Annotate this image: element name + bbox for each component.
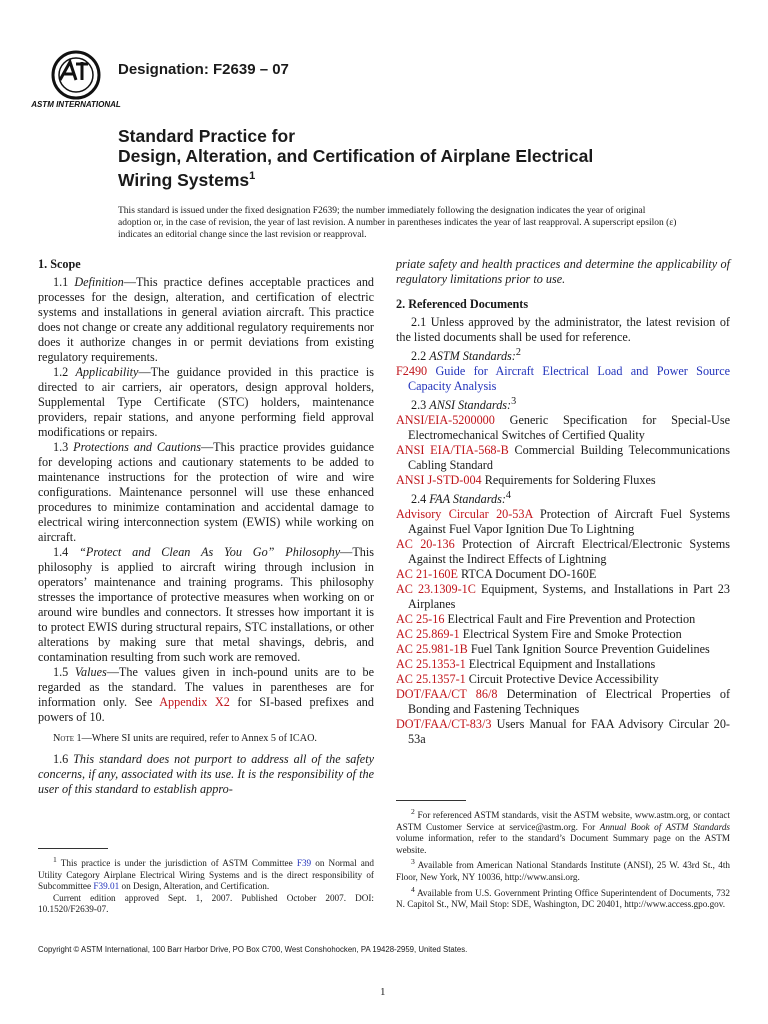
scope-para-1-2: 1.2 Applicability—The guidance provided in this practice is directed to air carriers, air operators, design approval holders, Supplemental Type Certificate (STC) holders, maintenance providers, repair stations, and anyone performing field approval modifications or repairs. bbox=[38, 365, 375, 439]
scope-para-1-1: 1.1 Definition—This practice defines acceptable practices and processes for the design, alteration, and certification of electric systems and installations in general aviation aircraft. This practice does not change or create any additional regulatory requirements nor does it authorize changes in or permit deviations from existing regulatory requirements. bbox=[38, 275, 375, 364]
astm-reference-title[interactable]: Guide for Aircraft Electrical Load and Power Source Capacity Analysis bbox=[408, 364, 731, 394]
scope-para-1-3: 1.3 Protections and Cautions—This practice provides guidance for developing actions and cautionary statements to be added to maintenance instructions for the protection of wire and wire configurations. Maintenance personnel will use these enhanced procedures to minimize contamination and accidental damage to electrical wiring interconnection system (EWIS) while working on aircraft. bbox=[38, 440, 374, 544]
scope-para-1-4: 1.4 “Protect and Clean As You Go” Philosophy—This philosophy is applied to aircraft wiring through inclusion in operators’ maintenance and training programs. This philosophy stresses the importance of protective measures when working on or around wire bundles and connectors. It stresses how important it is to protect EWIS during structural repairs, STC installations, or other alterations by making sure that metal shavings, debris, and contamination resulting from such work are removed. bbox=[38, 545, 374, 664]
faa-reference-item bbox=[396, 687, 730, 717]
astm-standards-label: 2.2 ASTM Standards:$^2$ bbox=[411, 347, 521, 364]
ansi-reference-code-link[interactable]: ANSI/EIA-5200000 bbox=[396, 413, 495, 428]
faa-reference-code-link[interactable]: AC 20-136 bbox=[396, 537, 455, 552]
faa-reference-item bbox=[396, 717, 730, 747]
ansi-reference-item bbox=[396, 443, 730, 473]
scope-heading: 1. Scope bbox=[38, 257, 81, 271]
refs-para-2-1: 2.1 Unless approved by the administrator, the latest revision of the listed documents shall be used for reference. bbox=[396, 315, 730, 344]
faa-reference-code-link[interactable]: DOT/FAA/CT 86/8 bbox=[396, 687, 498, 702]
ansi-standards-label: 2.3 ANSI Standards:$^3$ bbox=[411, 396, 517, 413]
faa-reference-item bbox=[396, 537, 730, 567]
right-column bbox=[396, 257, 730, 747]
faa-standards-list bbox=[396, 507, 730, 747]
ansi-reference-code-link[interactable]: ANSI EIA/TIA-568-B bbox=[396, 443, 509, 458]
faa-reference-code-link[interactable]: AC 25.1353-1 bbox=[396, 657, 466, 672]
ansi-reference-title: Generic Specification for Special-Use Electromechanical Switches of Certified Quality bbox=[408, 413, 730, 443]
faa-reference-title: RTCA Document DO-160E bbox=[461, 567, 597, 582]
ansi-reference-code-link[interactable]: ANSI J-STD-004 bbox=[396, 473, 482, 488]
faa-reference-title: Equipment, Systems, and Installations in Part 23 Airplanes bbox=[408, 582, 730, 612]
appendix-x2-link[interactable]: Appendix X2 bbox=[159, 695, 230, 709]
ansi-standards-list bbox=[396, 413, 730, 488]
ansi-reference-item bbox=[396, 473, 730, 488]
committee-f39-link[interactable]: F39 bbox=[296, 858, 312, 869]
referenced-documents-heading: 2. Referenced Documents bbox=[396, 297, 529, 311]
faa-reference-item bbox=[396, 582, 730, 612]
faa-reference-title: Protection of Aircraft Fuel Systems Against Fuel Vapor Ignition Due To Lightning bbox=[408, 507, 730, 537]
faa-reference-code-link[interactable]: AC 25.869-1 bbox=[396, 627, 460, 642]
designation: Designation: F2639 – 07 bbox=[118, 61, 289, 78]
title-line-1: Standard Practice for bbox=[118, 126, 295, 146]
faa-reference-title: Users Manual for FAA Advisory Circular 20-53a bbox=[408, 717, 730, 747]
faa-reference-title: Electrical Equipment and Installations bbox=[468, 657, 656, 672]
left-column bbox=[38, 257, 374, 797]
title-line-3: Wiring Systems$^1$ bbox=[118, 169, 256, 190]
faa-reference-code-link[interactable]: AC 25.1357-1 bbox=[396, 672, 466, 687]
faa-standards-label: 2.4 FAA Standards:$^4$ bbox=[411, 490, 511, 507]
faa-reference-code-link[interactable]: Advisory Circular 20-53A bbox=[396, 507, 533, 522]
faa-reference-item bbox=[396, 642, 730, 657]
title-line-2: Design, Alteration, and Certification of Airplane Electrical bbox=[118, 146, 594, 166]
faa-reference-code-link[interactable]: AC 21-160E bbox=[396, 567, 458, 582]
footnotes-right bbox=[396, 806, 730, 911]
astm-reference-code-link[interactable]: F2490 bbox=[396, 364, 428, 379]
faa-reference-title: Circuit Protective Device Accessibility bbox=[468, 672, 659, 687]
footnote-1: $^1$ This practice is under the jurisdiction of ASTM Committee F39 on Normal and Utility Category Airplane Electrical Wiring Systems and is the direct responsibility of Subcommittee F39.01 on Design, Alteration, and Certification. bbox=[38, 855, 374, 892]
faa-reference-title: Electrical Fault and Fire Prevention and Protection bbox=[447, 612, 696, 627]
scope-para-1-5: 1.5 Values—The values given in inch-pound units are to be regarded as the standard. The values in parentheses are for information only. See Appendix X2 for SI-based prefixes and powers of 10. bbox=[38, 665, 374, 724]
ansi-reference-title: Commercial Building Telecommunications Cabling Standard bbox=[408, 443, 730, 473]
footnote-2: $^2$ For referenced ASTM standards, visit the ASTM website, www.astm.org, or contact ASTM Customer Service at service@astm.org. For Annual Book of ASTM Standards volume information, refer to the standard’s Document Summary page on the ASTM website. bbox=[396, 807, 730, 855]
faa-reference-title: Determination of Electrical Properties of Bonding and Fastening Techniques bbox=[408, 687, 730, 717]
document-title bbox=[118, 126, 678, 190]
faa-reference-title: Protection of Aircraft Electrical/Electronic Systems Against the Indirect Effects of Lightning bbox=[408, 537, 730, 567]
ansi-reference-item bbox=[396, 413, 730, 443]
footnote-divider-left bbox=[38, 848, 108, 849]
footnote-divider-right bbox=[396, 800, 466, 801]
astm-standards-list bbox=[396, 364, 730, 394]
ansi-reference-title: Requirements for Soldering Fluxes bbox=[484, 473, 656, 488]
title-footnote-marker[interactable]: 1 bbox=[249, 170, 256, 182]
faa-reference-item bbox=[396, 627, 730, 642]
footnote-4: $^4$ Available from U.S. Government Printing Office Superintendent of Documents, 732 N. Capitol St., NW, Mail Stop: SDE, Washington, DC 20401, http://www.access.gpo.gov. bbox=[396, 884, 730, 910]
footnote-3: $^3$ Available from American National Standards Institute (ANSI), 25 W. 43rd St., 4th Floor, New York, NY 10036, http://www.ansi.org. bbox=[396, 857, 730, 883]
svg-text:ASTM INTERNATIONAL: ASTM INTERNATIONAL bbox=[31, 100, 121, 109]
faa-reference-item bbox=[396, 507, 730, 537]
faa-reference-item bbox=[396, 657, 730, 672]
faa-reference-code-link[interactable]: DOT/FAA/CT-83/3 bbox=[396, 717, 492, 732]
issue-note: This standard is issued under the fixed designation F2639; the number immediately following the designation indicates the year of original adoption or, in the case of revision, the year of last revision. A number in parentheses indicates the year of last reapproval. A superscript epsilon (ε) indicates an editorial change since the last revision or reapproval. bbox=[118, 206, 677, 240]
astm-reference-item bbox=[396, 364, 730, 394]
page-number: 1 bbox=[380, 986, 386, 998]
astm-logo bbox=[31, 50, 121, 110]
scope-para-1-6-continued: priate safety and health practices and determine the applicability of regulatory limitations prior to use. bbox=[396, 257, 730, 286]
faa-reference-item bbox=[396, 567, 730, 582]
faa-reference-code-link[interactable]: AC 25.981-1B bbox=[396, 642, 468, 657]
faa-reference-item bbox=[396, 672, 730, 687]
faa-reference-title: Fuel Tank Ignition Source Prevention Guidelines bbox=[470, 642, 710, 657]
faa-reference-item bbox=[396, 612, 730, 627]
faa-reference-code-link[interactable]: AC 25-16 bbox=[396, 612, 445, 627]
faa-reference-code-link[interactable]: AC 23.1309-1C bbox=[396, 582, 476, 597]
footnotes-left bbox=[38, 854, 374, 916]
subcommittee-f39-01-link[interactable]: F39.01 bbox=[93, 881, 120, 892]
scope-para-1-6: 1.6 This standard does not purport to address all of the safety concerns, if any, associated with its use. It is the responsibility of the user of this standard to establish appro- bbox=[38, 752, 374, 796]
scope-note-1: Note 1—Where SI units are required, refer to Annex 5 of ICAO. bbox=[53, 733, 317, 744]
faa-reference-title: Electrical System Fire and Smoke Protection bbox=[462, 627, 682, 642]
footnote-1-edition: Current edition approved Sept. 1, 2007. Published October 2007. DOI: 10.1520/F2639-07. bbox=[38, 892, 374, 915]
copyright-line: Copyright © ASTM International, 100 Barr Harbor Drive, PO Box C700, West Conshohocken, PA 19428-2959, United States. bbox=[38, 945, 468, 954]
